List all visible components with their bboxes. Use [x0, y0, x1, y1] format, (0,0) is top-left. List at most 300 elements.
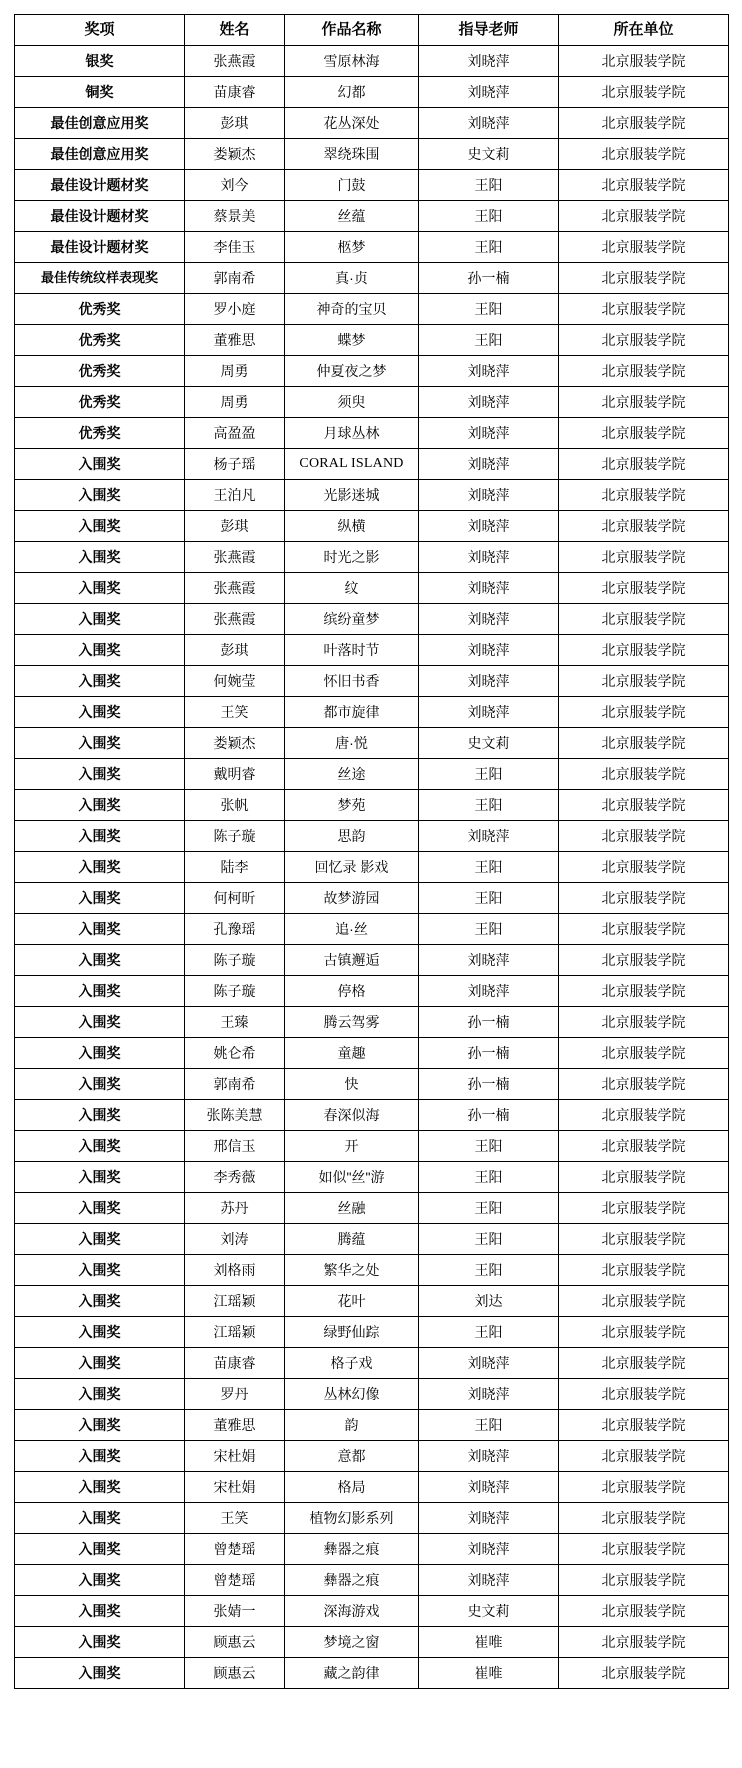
cell-award: 入围奖 — [15, 976, 185, 1007]
cell-teacher: 刘晓萍 — [419, 449, 559, 480]
cell-org: 北京服装学院 — [559, 1131, 729, 1162]
cell-name: 江瑶颖 — [185, 1317, 285, 1348]
cell-name: 娄颖杰 — [185, 139, 285, 170]
cell-award: 入围奖 — [15, 1410, 185, 1441]
cell-award: 入围奖 — [15, 914, 185, 945]
table-row — [15, 387, 729, 418]
cell-work: 蝶梦 — [285, 325, 419, 356]
table-row — [15, 728, 729, 759]
cell-award: 入围奖 — [15, 1472, 185, 1503]
cell-name: 顾惠云 — [185, 1627, 285, 1658]
cell-name: 陈子璇 — [185, 945, 285, 976]
cell-teacher: 王阳 — [419, 759, 559, 790]
cell-work: 回忆录 影戏 — [285, 852, 419, 883]
table-row — [15, 1162, 729, 1193]
cell-teacher: 崔唯 — [419, 1658, 559, 1689]
cell-name: 邢信玉 — [185, 1131, 285, 1162]
cell-award: 最佳设计题材奖 — [15, 201, 185, 232]
cell-work: 开 — [285, 1131, 419, 1162]
cell-award: 入围奖 — [15, 1007, 185, 1038]
cell-teacher: 孙一楠 — [419, 263, 559, 294]
cell-org: 北京服装学院 — [559, 976, 729, 1007]
table-row — [15, 697, 729, 728]
cell-teacher: 王阳 — [419, 1317, 559, 1348]
table-row — [15, 511, 729, 542]
table-row — [15, 883, 729, 914]
cell-teacher: 刘晓萍 — [419, 604, 559, 635]
cell-award: 入围奖 — [15, 1379, 185, 1410]
cell-org: 北京服装学院 — [559, 883, 729, 914]
cell-name: 高盈盈 — [185, 418, 285, 449]
cell-name: 陈子璇 — [185, 976, 285, 1007]
table-row — [15, 449, 729, 480]
cell-work: 追·丝 — [285, 914, 419, 945]
table-row — [15, 1379, 729, 1410]
cell-teacher: 王阳 — [419, 170, 559, 201]
table-row — [15, 666, 729, 697]
cell-teacher: 刘晓萍 — [419, 1565, 559, 1596]
cell-name: 张燕霞 — [185, 46, 285, 77]
cell-work: 仲夏夜之梦 — [285, 356, 419, 387]
cell-org: 北京服装学院 — [559, 1503, 729, 1534]
cell-work: 幻都 — [285, 77, 419, 108]
cell-name: 娄颖杰 — [185, 728, 285, 759]
cell-work: 意都 — [285, 1441, 419, 1472]
cell-teacher: 刘晓萍 — [419, 666, 559, 697]
table-row — [15, 573, 729, 604]
column-header-name: 姓名 — [185, 15, 285, 46]
cell-work: 都市旋律 — [285, 697, 419, 728]
table-row — [15, 1131, 729, 1162]
table-row — [15, 356, 729, 387]
table-row — [15, 1596, 729, 1627]
table-row — [15, 759, 729, 790]
cell-award: 优秀奖 — [15, 418, 185, 449]
award-list-table — [14, 14, 729, 1689]
cell-org: 北京服装学院 — [559, 325, 729, 356]
cell-org: 北京服装学院 — [559, 852, 729, 883]
cell-org: 北京服装学院 — [559, 1286, 729, 1317]
table-header-row — [15, 15, 729, 46]
cell-award: 入围奖 — [15, 1503, 185, 1534]
cell-work: 丝蕴 — [285, 201, 419, 232]
cell-name: 罗丹 — [185, 1379, 285, 1410]
cell-name: 戴明睿 — [185, 759, 285, 790]
cell-teacher: 王阳 — [419, 883, 559, 914]
cell-work: CORAL ISLAND — [285, 449, 419, 480]
cell-work: 丛林幻像 — [285, 1379, 419, 1410]
cell-org: 北京服装学院 — [559, 697, 729, 728]
cell-org: 北京服装学院 — [559, 1658, 729, 1689]
cell-teacher: 刘晓萍 — [419, 697, 559, 728]
cell-name: 刘涛 — [185, 1224, 285, 1255]
cell-org: 北京服装学院 — [559, 77, 729, 108]
table-row — [15, 325, 729, 356]
cell-work: 丝融 — [285, 1193, 419, 1224]
cell-teacher: 王阳 — [419, 325, 559, 356]
cell-teacher: 刘晓萍 — [419, 1441, 559, 1472]
cell-award: 铜奖 — [15, 77, 185, 108]
cell-org: 北京服装学院 — [559, 759, 729, 790]
cell-work: 月球丛林 — [285, 418, 419, 449]
cell-teacher: 刘晓萍 — [419, 1534, 559, 1565]
cell-award: 入围奖 — [15, 1038, 185, 1069]
cell-work: 停格 — [285, 976, 419, 1007]
cell-org: 北京服装学院 — [559, 139, 729, 170]
cell-teacher: 王阳 — [419, 201, 559, 232]
cell-work: 故梦游园 — [285, 883, 419, 914]
cell-work: 花叶 — [285, 1286, 419, 1317]
cell-work: 纵横 — [285, 511, 419, 542]
cell-org: 北京服装学院 — [559, 1317, 729, 1348]
cell-teacher: 刘晓萍 — [419, 387, 559, 418]
cell-work: 腾蕴 — [285, 1224, 419, 1255]
cell-teacher: 刘晓萍 — [419, 356, 559, 387]
cell-work: 韵 — [285, 1410, 419, 1441]
cell-org: 北京服装学院 — [559, 542, 729, 573]
cell-award: 入围奖 — [15, 1162, 185, 1193]
cell-org: 北京服装学院 — [559, 232, 729, 263]
table-row — [15, 77, 729, 108]
cell-name: 顾惠云 — [185, 1658, 285, 1689]
cell-name: 曾楚瑶 — [185, 1565, 285, 1596]
cell-award: 入围奖 — [15, 697, 185, 728]
cell-teacher: 刘晓萍 — [419, 511, 559, 542]
cell-org: 北京服装学院 — [559, 1193, 729, 1224]
table-row — [15, 1193, 729, 1224]
cell-work: 如似"丝"游 — [285, 1162, 419, 1193]
cell-name: 江瑶颖 — [185, 1286, 285, 1317]
cell-award: 入围奖 — [15, 1286, 185, 1317]
cell-name: 王泊凡 — [185, 480, 285, 511]
cell-award: 优秀奖 — [15, 325, 185, 356]
cell-award: 入围奖 — [15, 790, 185, 821]
cell-name: 彭琪 — [185, 635, 285, 666]
table-row — [15, 1503, 729, 1534]
cell-teacher: 王阳 — [419, 1131, 559, 1162]
cell-name: 王笑 — [185, 1503, 285, 1534]
cell-award: 最佳设计题材奖 — [15, 170, 185, 201]
cell-org: 北京服装学院 — [559, 418, 729, 449]
cell-award: 入围奖 — [15, 1534, 185, 1565]
cell-org: 北京服装学院 — [559, 46, 729, 77]
cell-work: 叶落时节 — [285, 635, 419, 666]
table-row — [15, 1534, 729, 1565]
cell-award: 优秀奖 — [15, 356, 185, 387]
cell-org: 北京服装学院 — [559, 356, 729, 387]
cell-work: 深海游戏 — [285, 1596, 419, 1627]
cell-award: 入围奖 — [15, 666, 185, 697]
table-row — [15, 418, 729, 449]
cell-award: 入围奖 — [15, 480, 185, 511]
cell-org: 北京服装学院 — [559, 1069, 729, 1100]
cell-name: 张婧一 — [185, 1596, 285, 1627]
table-row — [15, 46, 729, 77]
cell-org: 北京服装学院 — [559, 170, 729, 201]
cell-name: 董雅思 — [185, 325, 285, 356]
cell-name: 苏丹 — [185, 1193, 285, 1224]
cell-award: 入围奖 — [15, 635, 185, 666]
cell-award: 入围奖 — [15, 1627, 185, 1658]
cell-teacher: 王阳 — [419, 914, 559, 945]
cell-work: 春深似海 — [285, 1100, 419, 1131]
column-header-award: 奖项 — [15, 15, 185, 46]
cell-name: 彭琪 — [185, 108, 285, 139]
cell-teacher: 刘晓萍 — [419, 976, 559, 1007]
table-row — [15, 108, 729, 139]
cell-work: 须臾 — [285, 387, 419, 418]
cell-org: 北京服装学院 — [559, 790, 729, 821]
cell-work: 丝途 — [285, 759, 419, 790]
table-row — [15, 852, 729, 883]
cell-name: 曾楚瑶 — [185, 1534, 285, 1565]
cell-name: 刘格雨 — [185, 1255, 285, 1286]
table-row — [15, 232, 729, 263]
cell-work: 格局 — [285, 1472, 419, 1503]
cell-teacher: 刘达 — [419, 1286, 559, 1317]
cell-name: 何婉莹 — [185, 666, 285, 697]
cell-org: 北京服装学院 — [559, 511, 729, 542]
table-row — [15, 1038, 729, 1069]
cell-work: 门鼓 — [285, 170, 419, 201]
cell-teacher: 王阳 — [419, 1255, 559, 1286]
cell-award: 入围奖 — [15, 542, 185, 573]
table-row — [15, 263, 729, 294]
cell-name: 彭琪 — [185, 511, 285, 542]
table-row — [15, 821, 729, 852]
cell-work: 缤纷童梦 — [285, 604, 419, 635]
cell-org: 北京服装学院 — [559, 604, 729, 635]
table-row — [15, 1317, 729, 1348]
cell-org: 北京服装学院 — [559, 914, 729, 945]
cell-name: 宋杜娟 — [185, 1441, 285, 1472]
cell-work: 植物幻影系列 — [285, 1503, 419, 1534]
cell-work: 柩梦 — [285, 232, 419, 263]
cell-teacher: 刘晓萍 — [419, 1348, 559, 1379]
cell-name: 李佳玉 — [185, 232, 285, 263]
cell-org: 北京服装学院 — [559, 480, 729, 511]
table-row — [15, 1348, 729, 1379]
cell-award: 入围奖 — [15, 759, 185, 790]
cell-name: 孔豫瑶 — [185, 914, 285, 945]
cell-teacher: 刘晓萍 — [419, 542, 559, 573]
table-row — [15, 1100, 729, 1131]
cell-org: 北京服装学院 — [559, 1007, 729, 1038]
cell-org: 北京服装学院 — [559, 821, 729, 852]
cell-org: 北京服装学院 — [559, 1534, 729, 1565]
cell-work: 真·贞 — [285, 263, 419, 294]
cell-teacher: 刘晓萍 — [419, 1503, 559, 1534]
cell-teacher: 王阳 — [419, 1193, 559, 1224]
cell-award: 优秀奖 — [15, 387, 185, 418]
cell-teacher: 刘晓萍 — [419, 480, 559, 511]
cell-org: 北京服装学院 — [559, 1162, 729, 1193]
cell-award: 入围奖 — [15, 1565, 185, 1596]
cell-name: 李秀薇 — [185, 1162, 285, 1193]
cell-work: 童趣 — [285, 1038, 419, 1069]
cell-award: 入围奖 — [15, 1348, 185, 1379]
cell-award: 入围奖 — [15, 1255, 185, 1286]
table-body — [15, 46, 729, 1689]
table-row — [15, 1441, 729, 1472]
cell-work: 怀旧书香 — [285, 666, 419, 697]
cell-teacher: 孙一楠 — [419, 1069, 559, 1100]
cell-award: 最佳设计题材奖 — [15, 232, 185, 263]
cell-teacher: 王阳 — [419, 790, 559, 821]
cell-award: 最佳创意应用奖 — [15, 108, 185, 139]
cell-org: 北京服装学院 — [559, 263, 729, 294]
cell-org: 北京服装学院 — [559, 201, 729, 232]
table-row — [15, 914, 729, 945]
table-row — [15, 635, 729, 666]
cell-work: 梦苑 — [285, 790, 419, 821]
cell-teacher: 王阳 — [419, 1224, 559, 1255]
cell-name: 杨子瑶 — [185, 449, 285, 480]
cell-work: 腾云驾雾 — [285, 1007, 419, 1038]
cell-teacher: 刘晓萍 — [419, 108, 559, 139]
table-row — [15, 604, 729, 635]
cell-work: 唐·悦 — [285, 728, 419, 759]
cell-teacher: 刘晓萍 — [419, 418, 559, 449]
cell-teacher: 孙一楠 — [419, 1038, 559, 1069]
cell-award: 入围奖 — [15, 1658, 185, 1689]
cell-name: 张陈美慧 — [185, 1100, 285, 1131]
table-row — [15, 1410, 729, 1441]
cell-org: 北京服装学院 — [559, 1255, 729, 1286]
cell-name: 陆李 — [185, 852, 285, 883]
cell-name: 蔡景美 — [185, 201, 285, 232]
cell-teacher: 孙一楠 — [419, 1007, 559, 1038]
cell-award: 入围奖 — [15, 1100, 185, 1131]
cell-name: 宋杜娟 — [185, 1472, 285, 1503]
cell-teacher: 刘晓萍 — [419, 821, 559, 852]
cell-name: 张帆 — [185, 790, 285, 821]
cell-award: 入围奖 — [15, 573, 185, 604]
cell-org: 北京服装学院 — [559, 1100, 729, 1131]
cell-work: 彝器之痕 — [285, 1534, 419, 1565]
cell-award: 入围奖 — [15, 852, 185, 883]
cell-teacher: 王阳 — [419, 852, 559, 883]
cell-name: 郭南希 — [185, 1069, 285, 1100]
cell-work: 花丛深处 — [285, 108, 419, 139]
cell-org: 北京服装学院 — [559, 666, 729, 697]
cell-award: 最佳创意应用奖 — [15, 139, 185, 170]
table-row — [15, 1472, 729, 1503]
cell-award: 最佳传统纹样表现奖 — [15, 263, 185, 294]
cell-teacher: 史文莉 — [419, 1596, 559, 1627]
table-row — [15, 542, 729, 573]
cell-award: 入围奖 — [15, 1069, 185, 1100]
cell-teacher: 刘晓萍 — [419, 1379, 559, 1410]
cell-award: 入围奖 — [15, 449, 185, 480]
cell-name: 郭南希 — [185, 263, 285, 294]
table-row — [15, 1658, 729, 1689]
cell-award: 入围奖 — [15, 1317, 185, 1348]
table-row — [15, 1255, 729, 1286]
cell-name: 刘今 — [185, 170, 285, 201]
cell-award: 入围奖 — [15, 1441, 185, 1472]
cell-work: 格子戏 — [285, 1348, 419, 1379]
cell-award: 银奖 — [15, 46, 185, 77]
cell-work: 彝器之痕 — [285, 1565, 419, 1596]
cell-award: 入围奖 — [15, 945, 185, 976]
cell-org: 北京服装学院 — [559, 387, 729, 418]
cell-teacher: 王阳 — [419, 294, 559, 325]
cell-award: 入围奖 — [15, 728, 185, 759]
cell-org: 北京服装学院 — [559, 635, 729, 666]
cell-org: 北京服装学院 — [559, 728, 729, 759]
cell-org: 北京服装学院 — [559, 449, 729, 480]
cell-work: 古镇邂逅 — [285, 945, 419, 976]
column-header-teacher: 指导老师 — [419, 15, 559, 46]
cell-name: 何柯昕 — [185, 883, 285, 914]
cell-teacher: 刘晓萍 — [419, 635, 559, 666]
table-row — [15, 1286, 729, 1317]
cell-teacher: 刘晓萍 — [419, 573, 559, 604]
table-row — [15, 1565, 729, 1596]
table-row — [15, 790, 729, 821]
table-row — [15, 945, 729, 976]
cell-teacher: 史文莉 — [419, 139, 559, 170]
table-row — [15, 139, 729, 170]
cell-work: 时光之影 — [285, 542, 419, 573]
cell-award: 入围奖 — [15, 604, 185, 635]
cell-work: 纹 — [285, 573, 419, 604]
cell-org: 北京服装学院 — [559, 294, 729, 325]
cell-org: 北京服装学院 — [559, 1410, 729, 1441]
cell-name: 王笑 — [185, 697, 285, 728]
cell-org: 北京服装学院 — [559, 1627, 729, 1658]
cell-name: 罗小庭 — [185, 294, 285, 325]
cell-name: 周勇 — [185, 387, 285, 418]
cell-work: 雪原林海 — [285, 46, 419, 77]
cell-award: 入围奖 — [15, 1224, 185, 1255]
table-row — [15, 170, 729, 201]
table-row — [15, 294, 729, 325]
cell-name: 张燕霞 — [185, 573, 285, 604]
cell-work: 光影迷城 — [285, 480, 419, 511]
cell-name: 张燕霞 — [185, 542, 285, 573]
cell-name: 苗康睿 — [185, 1348, 285, 1379]
cell-work: 繁华之处 — [285, 1255, 419, 1286]
table-row — [15, 1007, 729, 1038]
cell-org: 北京服装学院 — [559, 1038, 729, 1069]
cell-award: 入围奖 — [15, 883, 185, 914]
cell-name: 董雅思 — [185, 1410, 285, 1441]
cell-teacher: 刘晓萍 — [419, 77, 559, 108]
cell-org: 北京服装学院 — [559, 1348, 729, 1379]
cell-name: 周勇 — [185, 356, 285, 387]
cell-name: 苗康睿 — [185, 77, 285, 108]
cell-org: 北京服装学院 — [559, 1224, 729, 1255]
cell-teacher: 刘晓萍 — [419, 945, 559, 976]
cell-award: 入围奖 — [15, 821, 185, 852]
cell-work: 藏之韵律 — [285, 1658, 419, 1689]
cell-teacher: 王阳 — [419, 232, 559, 263]
cell-work: 思韵 — [285, 821, 419, 852]
table-row — [15, 1069, 729, 1100]
cell-org: 北京服装学院 — [559, 108, 729, 139]
cell-work: 梦境之窗 — [285, 1627, 419, 1658]
cell-teacher: 崔唯 — [419, 1627, 559, 1658]
table-row — [15, 201, 729, 232]
cell-name: 张燕霞 — [185, 604, 285, 635]
column-header-work: 作品名称 — [285, 15, 419, 46]
table-row — [15, 480, 729, 511]
cell-teacher: 孙一楠 — [419, 1100, 559, 1131]
cell-award: 入围奖 — [15, 1596, 185, 1627]
table-row — [15, 1627, 729, 1658]
